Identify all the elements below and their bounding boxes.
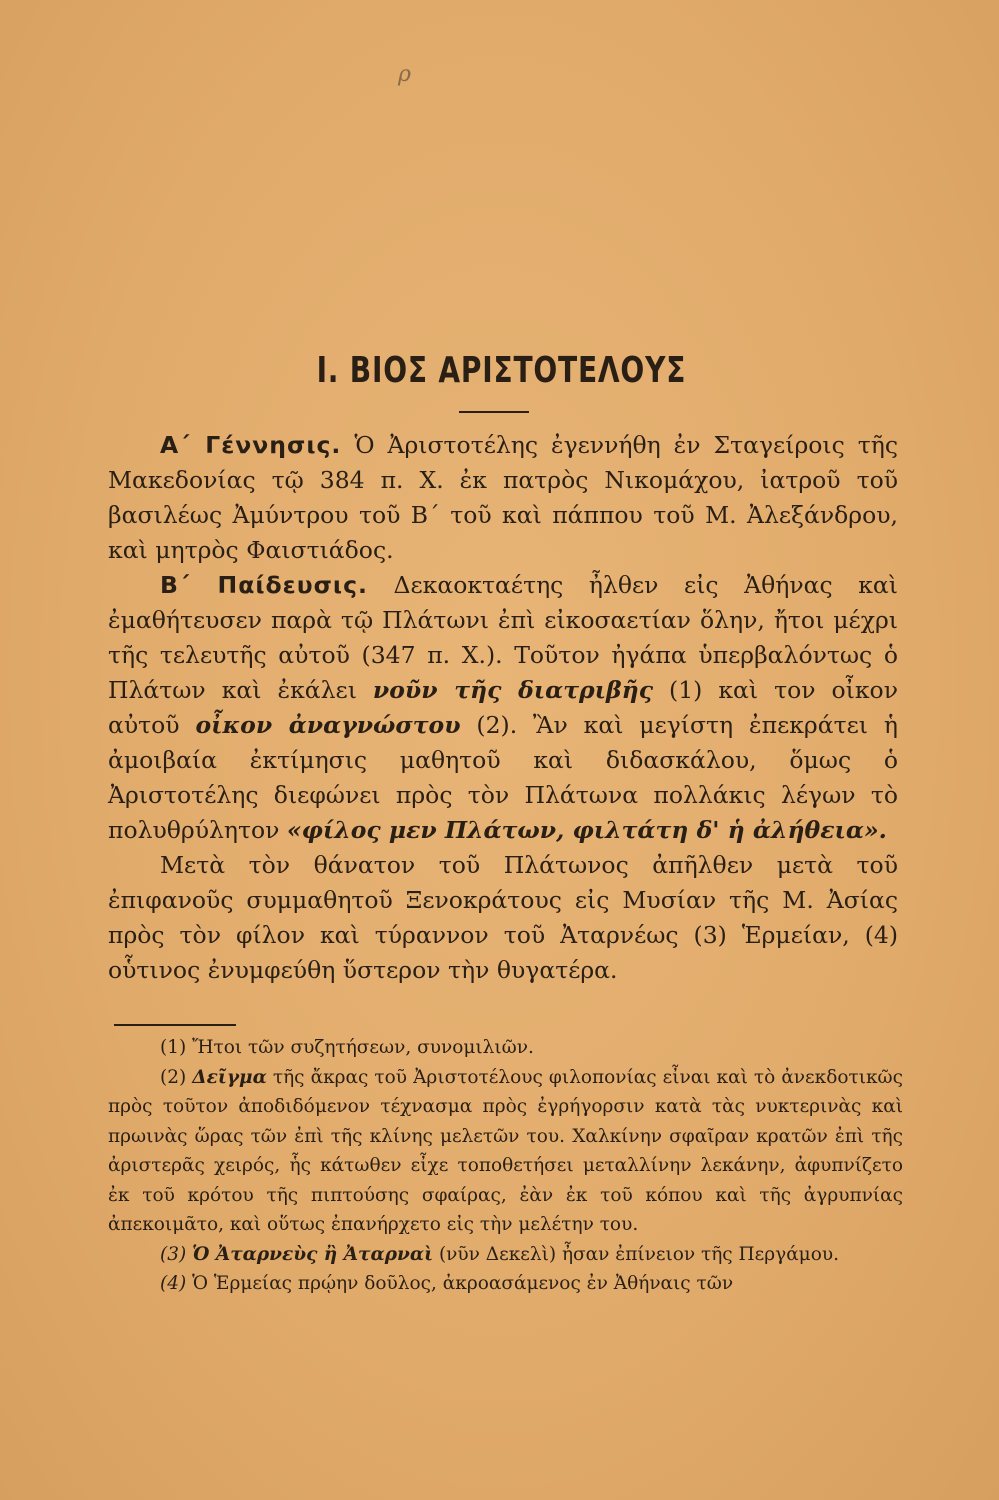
footnote-4-number: (4) [160, 1273, 187, 1294]
footnote-4-text: Ὁ Ἑρμείας πρῴην δοῦλος, ἀκροασάμενος ἐν Ἀθήναις τῶν [192, 1273, 734, 1294]
heading-education: Β΄ Παίδευσις. [160, 571, 368, 599]
main-text [108, 428, 898, 988]
emphasis-oikos: οἶκον ἀναγνώστου [195, 711, 461, 739]
footnote-2-emphasis: Δεῖγμα [192, 1066, 267, 1088]
title-rule [459, 411, 529, 413]
footnote-3 [108, 1240, 903, 1270]
footnote-4 [108, 1269, 903, 1299]
footnote-2-text: τῆς ἄκρας τοῦ Ἀριστοτέλους φιλοπονίας εἶναι καὶ τὸ ἀνεκδοτικῶς πρὸς τοῦτον ἀποδιδόμενον τέχνασμα πρὸς ἐγρήγορσιν κατὰ τὰς νυκτερινὰς καὶ πρωινὰς ὥρας τῶν ἐπὶ τῆς κλίνης μελετῶν του. Χαλκίνην σφαῖραν κρατῶν ἐπὶ τῆς ἀριστερᾶς χειρός, ἧς κάτωθεν εἶχε τοποθετήσει μεταλλίνην λεκάνην, ἀφυπνίζετο ἐκ τοῦ κρότου τῆς πιπτούσης σφαίρας, ἐὰν ἐκ τοῦ κόπου καὶ τῆς ἀγρυπνίας ἀπεκοιμᾶτο, καὶ οὕτως ἐπανήρχετο εἰς τὴν μελέτην του. [108, 1066, 903, 1235]
text-education-2: (1) καὶ τον οἶκον αὐτοῦ [108, 676, 898, 739]
footnotes [108, 1033, 903, 1299]
text-education-1: Δεκαοκταέτης ἦλθεν εἰς Ἀθήνας καὶ ἐμαθήτευσεν παρὰ τῷ Πλάτωνι ἐπὶ εἰκοσαετίαν ὅλην, ἤτοι μέχρι τῆς τελευτῆς αὐτοῦ (347 π. Χ.). Τοῦτον ἠγάπα ὑπερβαλόντως ὁ Πλάτων καὶ ἐκάλει [108, 571, 898, 704]
footnote-2-number: (2) [160, 1066, 187, 1088]
footnote-rule [114, 1024, 236, 1026]
paragraph-birth [108, 428, 898, 568]
text-education-3: (2). Ἂν καὶ μεγίστη ἐπεκράτει ἡ ἀμοιβαία ἐκτίμησις μαθητοῦ καὶ διδασκάλου, ὅμως ὁ Ἀριστοτέλης διεφώνει πρὸς τὸν Πλάτωνα πολλάκις λέγων τὸ πολυθρύλητον [108, 711, 898, 844]
footnote-3-text: (νῦν Δεκελὶ) ἦσαν ἐπίνειον τῆς Περγάμου. [438, 1243, 839, 1265]
paragraph-after-plato: Μετὰ τὸν θάνατον τοῦ Πλάτωνος ἀπῆλθεν μετὰ τοῦ ἐπιφανοῦς συμμαθητοῦ Ξενοκράτους εἰς Μυσίαν τῆς Μ. Ἀσίας πρὸς τὸν φίλον καὶ τύραννον τοῦ Ἀταρνέως (3) Ἑρμείαν, (4) οὗτινος ἐνυμφεύθη ὕστερον τὴν θυγατέρα. [108, 851, 898, 984]
footnote-1: (1) Ἤτοι τῶν συζητήσεων, συνομιλιῶν. [160, 1037, 534, 1058]
paragraph-education [108, 568, 898, 848]
footnote-2 [108, 1063, 903, 1240]
quote-plato: «φίλος μεν Πλάτων, φιλτάτη δ' ἡ ἀλήθεια». [286, 816, 887, 844]
page-mark: ρ [398, 62, 411, 87]
text-birth: Ὁ Ἀριστοτέλης ἐγεννήθη ἐν Σταγείροις τῆς Μακεδονίας τῷ 384 π. Χ. ἐκ πατρὸς Νικομάχου, ἰατροῦ τοῦ βασιλέως Ἀμύντρου τοῦ Β΄ τοῦ καὶ πάππου τοῦ Μ. Ἀλεξάνδρου, καὶ μητρὸς Φαιστιάδος. [108, 431, 898, 564]
heading-birth: Α΄ Γέννησις. [160, 431, 342, 459]
chapter-title: Ι. ΒΙΟΣ ΑΡΙΣΤΟΤΕΛΟΥΣ [316, 350, 687, 391]
footnote-3-number: (3) [160, 1243, 187, 1265]
emphasis-nous: νοῦν τῆς διατριβῆς [372, 676, 654, 704]
footnote-3-emphasis: Ὁ Ἀταρνεὺς ἢ Ἀταρναὶ [192, 1243, 434, 1265]
